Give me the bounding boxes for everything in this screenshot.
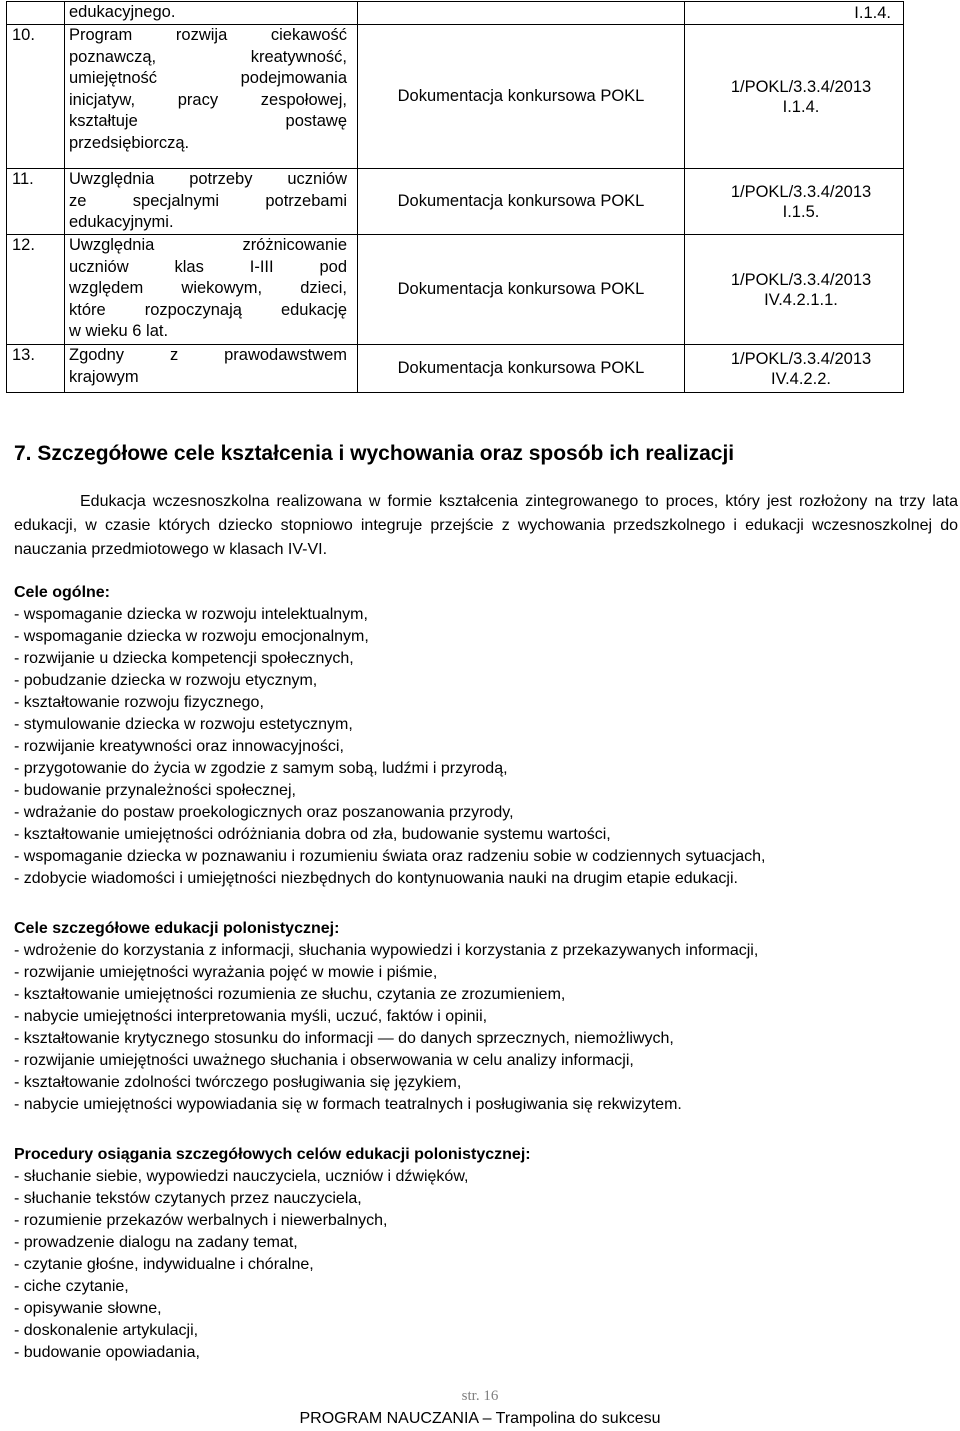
list-item: - rozwijanie kreatywności oraz innowacyjności,	[14, 738, 344, 755]
list-item: - kształtowanie zdolności twórczego posługiwania się językiem,	[14, 1074, 462, 1091]
row-description	[65, 25, 358, 169]
general-goals-list	[14, 604, 958, 890]
code-line: I.1.5.	[782, 202, 820, 221]
page-footer: PROGRAM NAUCZANIA – Trampolina do sukcesu	[299, 1410, 661, 1427]
list-item: - prowadzenie dialogu na zadany temat,	[14, 1234, 298, 1251]
list-item: - opisywanie słowne,	[14, 1300, 162, 1317]
description-line: umiejętność podejmowania	[69, 69, 347, 87]
table-row	[7, 169, 904, 235]
list-item: - zdobycie wiadomości i umiejętności niezbędnych do kontynuowania nauki na drugim etapie edukacji.	[14, 870, 738, 887]
code-line: 1/POKL/3.3.4/2013	[730, 182, 872, 201]
row-code	[685, 2, 904, 25]
description-line: kształtuje postawę	[69, 112, 347, 130]
row-description	[65, 345, 358, 393]
row-description	[65, 169, 358, 235]
row-code	[685, 25, 904, 169]
row-code	[685, 345, 904, 393]
list-item: - wspomaganie dziecka w rozwoju emocjonalnym,	[14, 628, 369, 645]
code-line: IV.4.2.2.	[771, 369, 831, 388]
list-item: - słuchanie siebie, wypowiedzi nauczyciela, uczniów i dźwięków,	[14, 1168, 469, 1185]
row-source: Dokumentacja konkursowa POKL	[358, 169, 685, 235]
description-line: przedsiębiorczą.	[69, 133, 190, 152]
intro-paragraph: Edukacja wczesnoszkolna realizowana w formie kształcenia zintegrowanego to proces, który jest rozłożony na trzy lata edukacji, w czasie których dziecko stopniowo integruje przejście z wychowania przedszkolnego i edukacji wczesnoszkolnej do nauczania przedmiotowego w klasach IV-VI.	[14, 493, 958, 558]
row-source: Dokumentacja konkursowa POKL	[358, 25, 685, 169]
row-number: 13.	[7, 345, 65, 393]
code-line: 1/POKL/3.3.4/2013	[730, 77, 872, 96]
list-item: - doskonalenie artykulacji,	[14, 1322, 199, 1339]
page-number: str. 16	[461, 1388, 499, 1404]
description-line: Uwzględnia zróżnicowanie	[69, 236, 347, 254]
list-item: - nabycie umiejętności wypowiadania się w formach teatralnych i posługiwania się rekwizytem.	[14, 1096, 682, 1113]
procedures-list	[14, 1166, 958, 1364]
table-row	[7, 235, 904, 345]
row-description	[65, 2, 358, 25]
description-line: ze specjalnymi potrzebami	[69, 191, 347, 210]
specific-goals-list	[14, 940, 958, 1116]
row-code	[685, 235, 904, 345]
description-line: które rozpoczynają edukację	[69, 300, 347, 319]
row-number: 10.	[7, 25, 65, 169]
specific-goals-block	[14, 918, 958, 1116]
list-item: - wdrożenie do korzystania z informacji, słuchania wypowiedzi i korzystania z przekazywanych informacji,	[14, 942, 759, 959]
general-goals-heading: Cele ogólne:	[14, 584, 111, 601]
code-line: I.1.4.	[854, 4, 891, 22]
list-item: - kształtowanie umiejętności odróżniania dobra od zła, budowanie systemu wartości,	[14, 826, 611, 843]
description-line: inicjatyw, pracy zespołowej,	[69, 90, 347, 109]
list-item: - czytanie głośne, indywidualne i chóralne,	[14, 1256, 314, 1273]
list-item: - wspomaganie dziecka w poznawaniu i rozumieniu świata oraz radzeniu sobie w codziennych sytuacjach,	[14, 848, 766, 865]
description-line: poznawczą, kreatywność,	[69, 47, 347, 66]
description-line: względem wiekowym, dzieci,	[69, 279, 347, 297]
specific-goals-heading: Cele szczegółowe edukacji polonistycznej:	[14, 920, 340, 937]
row-code	[685, 169, 904, 235]
description-line: uczniów klas I-III pod	[69, 257, 347, 276]
row-number: 12.	[7, 235, 65, 345]
code-line: 1/POKL/3.3.4/2013	[730, 349, 872, 368]
table-row	[7, 2, 904, 25]
row-description	[65, 235, 358, 345]
procedures-heading: Procedury osiągania szczegółowych celów edukacji polonistycznej:	[14, 1146, 531, 1163]
section-title: 7. Szczegółowe cele kształcenia i wychowania oraz sposób ich realizacji	[14, 442, 735, 465]
list-item: - wspomaganie dziecka w rozwoju intelektualnym,	[14, 606, 368, 623]
description-line: Uwzględnia potrzeby uczniów	[69, 170, 347, 188]
row-number: 11.	[7, 169, 65, 235]
description-line: Program rozwija ciekawość	[69, 26, 347, 44]
row-number	[7, 2, 65, 25]
procedures-block	[14, 1144, 958, 1364]
list-item: - budowanie opowiadania,	[14, 1344, 200, 1361]
list-item: - przygotowanie do życia w zgodzie z samym sobą, ludźmi i przyrodą,	[14, 760, 508, 777]
list-item: - rozwijanie umiejętności wyrażania pojęć w mowie i piśmie,	[14, 964, 438, 981]
code-line: I.1.4.	[782, 97, 820, 116]
table-row	[7, 345, 904, 393]
description-line: Zgodny z prawodawstwem	[69, 346, 347, 364]
list-item: - kształtowanie umiejętności rozumienia ze słuchu, czytania ze zrozumieniem,	[14, 986, 566, 1003]
list-item: - rozumienie przekazów werbalnych i niewerbalnych,	[14, 1212, 388, 1229]
description-line: krajowym	[69, 367, 139, 386]
general-goals-block	[14, 582, 958, 890]
code-line: IV.4.2.1.1.	[764, 290, 838, 309]
list-item: - budowanie przynależności społecznej,	[14, 782, 296, 799]
list-item: - wdrażanie do postaw proekologicznych oraz poszanowania przyrody,	[14, 804, 514, 821]
list-item: - nabycie umiejętności interpretowania myśli, uczuć, faktów i opinii,	[14, 1008, 488, 1025]
list-item: - ciche czytanie,	[14, 1278, 129, 1295]
criteria-table	[6, 1, 904, 393]
list-item: - stymulowanie dziecka w rozwoju estetycznym,	[14, 716, 353, 733]
row-source: Dokumentacja konkursowa POKL	[358, 235, 685, 345]
description-line: edukacyjnego.	[69, 3, 176, 21]
code-line: 1/POKL/3.3.4/2013	[730, 270, 872, 289]
row-source: Dokumentacja konkursowa POKL	[358, 345, 685, 393]
list-item: - pobudzanie dziecka w rozwoju etycznym,	[14, 672, 318, 689]
list-item: - rozwijanie umiejętności uważnego słuchania i obserwowania w celu analizy informacji,	[14, 1052, 634, 1069]
list-item: - kształtowanie krytycznego stosunku do informacji — do danych sprzecznych, niemożliwych,	[14, 1030, 674, 1047]
table-row	[7, 25, 904, 169]
description-line: w wieku 6 lat.	[69, 322, 169, 340]
list-item: - kształtowanie rozwoju fizycznego,	[14, 694, 264, 711]
row-source	[358, 2, 685, 25]
description-line: edukacyjnymi.	[69, 213, 174, 231]
list-item: - słuchanie tekstów czytanych przez nauczyciela,	[14, 1190, 362, 1207]
list-item: - rozwijanie u dziecka kompetencji społecznych,	[14, 650, 354, 667]
